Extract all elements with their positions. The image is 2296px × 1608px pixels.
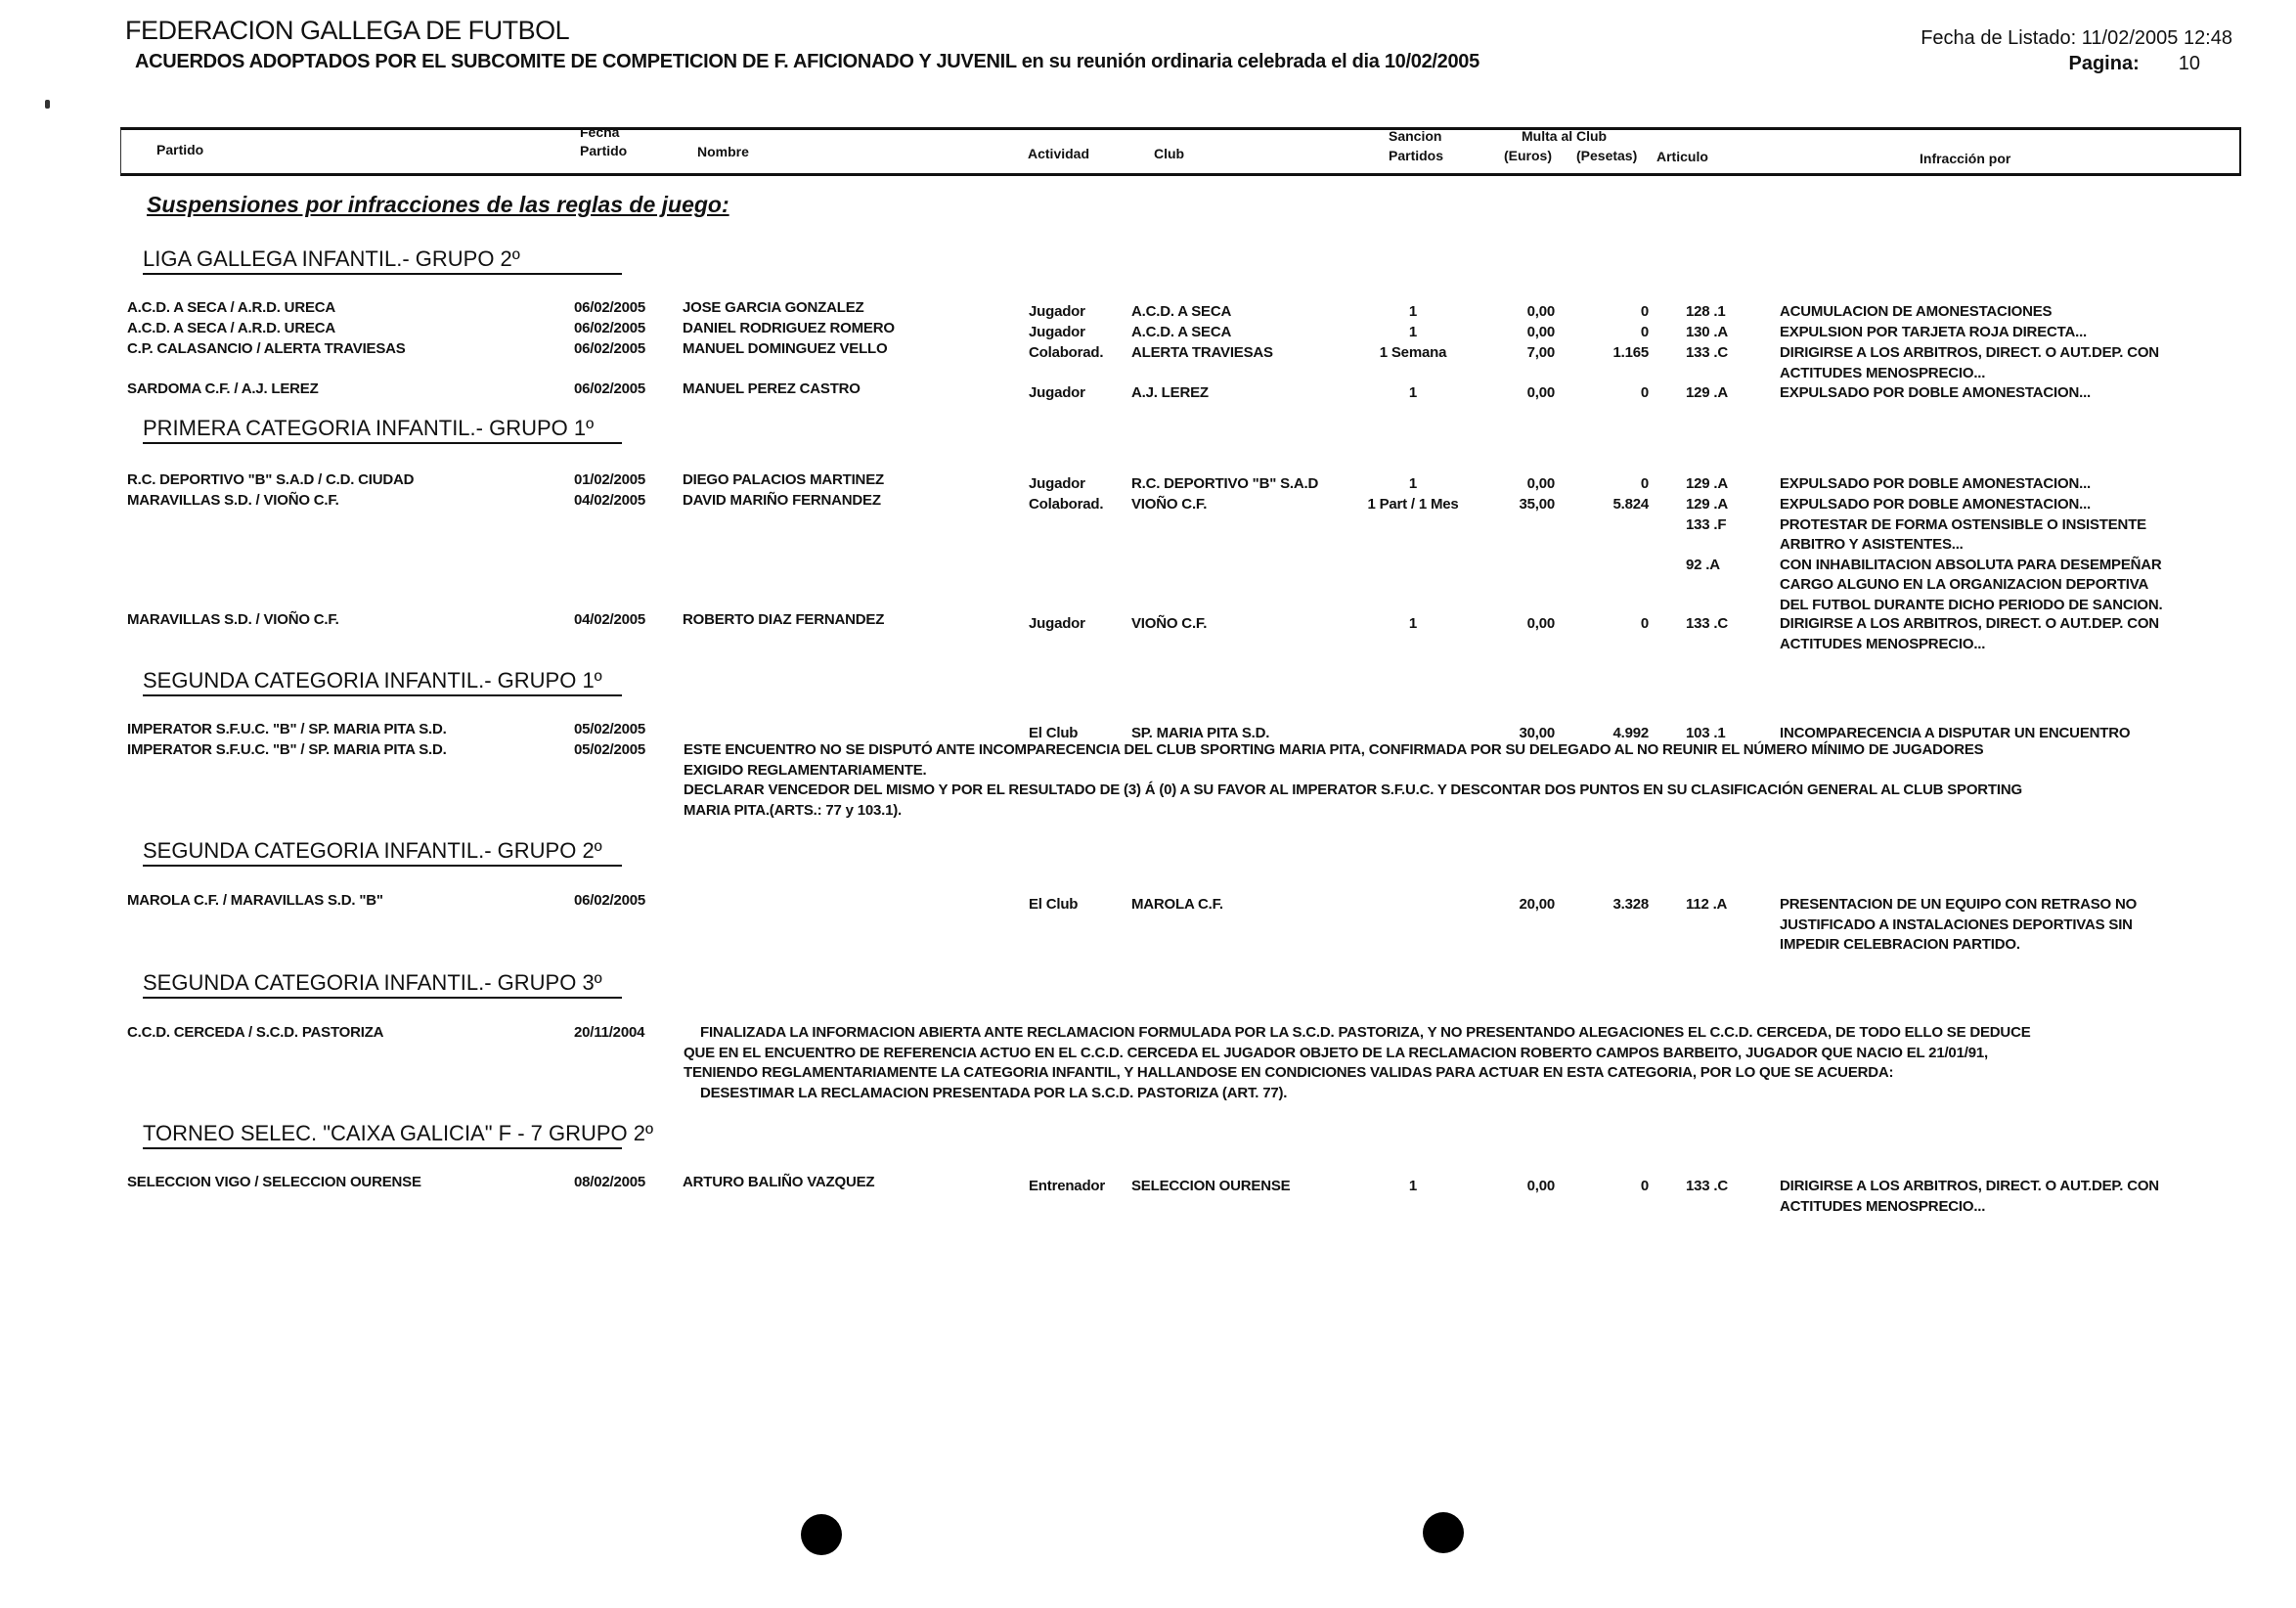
row-fecha: 05/02/2005 xyxy=(574,721,646,737)
row-fecha: 20/11/2004 xyxy=(574,1024,645,1041)
row-infraccion-line: DEL FUTBOL DURANTE DICHO PERIODO DE SANCION. xyxy=(1780,597,2163,613)
row-multa-pesetas: 0 xyxy=(1640,324,1649,340)
row-fecha: 06/02/2005 xyxy=(574,380,646,397)
page-label: Pagina: xyxy=(2068,53,2140,74)
row-club: VIOÑO C.F. xyxy=(1131,496,1208,513)
row-articulo: 112 .A xyxy=(1686,896,1728,913)
row-fecha: 06/02/2005 xyxy=(574,892,646,909)
row-partido: C.P. CALASANCIO / ALERTA TRAVIESAS xyxy=(127,340,406,357)
row-articulo: 133 .C xyxy=(1686,1178,1728,1194)
row-actividad: Jugador xyxy=(1029,615,1085,632)
row-partido: C.C.D. CERCEDA / S.C.D. PASTORIZA xyxy=(127,1024,384,1041)
row-note-line: ESTE ENCUENTRO NO SE DISPUTÓ ANTE INCOMPARECENCIA DEL CLUB SPORTING MARIA PITA, CONFIRMADA POR SU DELEGADO AL NO REUNIR EL NÚMERO MÍNIMO DE JUGADORES xyxy=(684,741,1984,758)
row-multa-pesetas: 0 xyxy=(1640,303,1649,320)
row-nombre: DIEGO PALACIOS MARTINEZ xyxy=(683,471,884,488)
row-sancion: 1 Part / 1 Mes xyxy=(1367,496,1459,513)
row-sancion: 1 xyxy=(1408,384,1418,401)
row-sancion: 1 xyxy=(1408,1178,1418,1194)
row-multa-euros: 0,00 xyxy=(1526,324,1555,340)
page-number xyxy=(2069,53,2201,75)
row-articulo: 92 .A xyxy=(1686,556,1720,573)
row-multa-pesetas: 0 xyxy=(1640,384,1649,401)
group-heading: LIGA GALLEGA INFANTIL.- GRUPO 2º xyxy=(143,246,622,275)
row-articulo: 128 .1 xyxy=(1686,303,1726,320)
row-infraccion-line: ACUMULACION DE AMONESTACIONES xyxy=(1780,303,2053,320)
col-nombre: Nombre xyxy=(697,144,749,159)
row-sancion: 1 Semana xyxy=(1379,344,1447,361)
col-sancion: Sancion xyxy=(1389,128,1442,144)
row-multa-pesetas: 0 xyxy=(1640,615,1649,632)
row-club: SELECCION OURENSE xyxy=(1131,1178,1291,1194)
row-infraccion-line: JUSTIFICADO A INSTALACIONES DEPORTIVAS SIN xyxy=(1780,916,2133,933)
row-multa-euros: 35,00 xyxy=(1519,496,1555,513)
row-articulo: 130 .A xyxy=(1686,324,1728,340)
row-articulo: 133 .C xyxy=(1686,344,1728,361)
col-fecha: Fecha xyxy=(580,124,620,140)
row-infraccion-line: CARGO ALGUNO EN LA ORGANIZACION DEPORTIVA xyxy=(1780,576,2149,594)
row-fecha: 06/02/2005 xyxy=(574,340,646,357)
row-multa-euros: 0,00 xyxy=(1526,615,1555,632)
row-partido: IMPERATOR S.F.U.C. "B" / SP. MARIA PITA S.D. xyxy=(127,741,447,758)
row-club: A.C.D. A SECA xyxy=(1131,324,1232,340)
row-multa-euros: 7,00 xyxy=(1526,344,1555,361)
row-note-line: QUE EN EL ENCUENTRO DE REFERENCIA ACTUO EN EL C.C.D. CERCEDA EL JUGADOR OBJETO DE LA RECLAMACION ROBERTO CAMPOS BARBEITO, JUGADOR QUE NACIO EL 21/01/91, xyxy=(684,1044,1988,1061)
listing-date: Fecha de Listado: 11/02/2005 12:48 xyxy=(1921,27,2232,49)
row-multa-euros: 30,00 xyxy=(1519,725,1555,741)
row-articulo: 103 .1 xyxy=(1686,725,1726,741)
row-actividad: Entrenador xyxy=(1029,1178,1106,1194)
row-articulo: 129 .A xyxy=(1686,496,1728,513)
row-partido: A.C.D. A SECA / A.R.D. URECA xyxy=(127,320,336,336)
row-partido: MARAVILLAS S.D. / VIOÑO C.F. xyxy=(127,492,339,509)
row-infraccion-line: IMPEDIR CELEBRACION PARTIDO. xyxy=(1780,936,2020,954)
row-partido: A.C.D. A SECA / A.R.D. URECA xyxy=(127,299,336,316)
row-nombre: ROBERTO DIAZ FERNANDEZ xyxy=(683,611,885,628)
row-multa-pesetas: 0 xyxy=(1640,475,1649,492)
punch-hole-left xyxy=(801,1514,842,1555)
row-multa-pesetas: 4.992 xyxy=(1612,725,1649,741)
row-nombre: MANUEL DOMINGUEZ VELLO xyxy=(683,340,888,357)
row-articulo: 129 .A xyxy=(1686,384,1728,401)
row-multa-pesetas: 0 xyxy=(1640,1178,1649,1194)
row-actividad: Jugador xyxy=(1029,324,1085,340)
row-infraccion-line: PROTESTAR DE FORMA OSTENSIBLE O INSISTENTE xyxy=(1780,515,2146,533)
row-actividad: Colaborad. xyxy=(1029,496,1104,513)
group-heading: PRIMERA CATEGORIA INFANTIL.- GRUPO 1º xyxy=(143,416,622,444)
row-club: VIOÑO C.F. xyxy=(1131,615,1208,632)
row-infraccion-line: EXPULSION POR TARJETA ROJA DIRECTA... xyxy=(1780,324,2088,340)
col-multa: Multa al Club xyxy=(1522,128,1608,144)
row-infraccion-line: DIRIGIRSE A LOS ARBITROS, DIRECT. O AUT.DEP. CON xyxy=(1780,1178,2159,1194)
group-heading: SEGUNDA CATEGORIA INFANTIL.- GRUPO 3º xyxy=(143,970,622,999)
row-multa-pesetas: 5.824 xyxy=(1612,496,1649,513)
row-partido: SARDOMA C.F. / A.J. LEREZ xyxy=(127,380,319,397)
row-partido: MAROLA C.F. / MARAVILLAS S.D. "B" xyxy=(127,892,383,909)
row-note-line: TENIENDO REGLAMENTARIAMENTE LA CATEGORIA INFANTIL, Y HALLANDOSE EN CONDICIONES VALIDAS PARA ACTUAR EN ESTA CATEGORIA, POR LO QUE SE ACUERDA: xyxy=(684,1064,1894,1082)
col-infraccion: Infracción por xyxy=(1920,151,2011,166)
row-fecha: 04/02/2005 xyxy=(574,492,646,509)
row-club: A.J. LEREZ xyxy=(1131,384,1209,401)
row-club: SP. MARIA PITA S.D. xyxy=(1131,725,1270,741)
row-fecha: 05/02/2005 xyxy=(574,741,646,758)
row-multa-pesetas: 1.165 xyxy=(1612,344,1649,361)
row-actividad: Jugador xyxy=(1029,384,1085,401)
row-sancion: 1 xyxy=(1408,324,1418,340)
punch-hole-right xyxy=(1423,1512,1464,1553)
row-actividad: Colaborad. xyxy=(1029,344,1104,361)
federation-title: FEDERACION GALLEGA DE FUTBOL xyxy=(125,16,570,45)
row-multa-euros: 0,00 xyxy=(1526,1178,1555,1194)
row-sancion: 1 xyxy=(1408,303,1418,320)
row-sancion: 1 xyxy=(1408,615,1418,632)
row-infraccion-line: EXPULSADO POR DOBLE AMONESTACION... xyxy=(1780,496,2092,513)
col-partido: Partido xyxy=(156,142,204,157)
row-nombre: JOSE GARCIA GONZALEZ xyxy=(683,299,864,316)
row-infraccion-line: DIRIGIRSE A LOS ARBITROS, DIRECT. O AUT.DEP. CON xyxy=(1780,344,2159,361)
row-infraccion-line: EXPULSADO POR DOBLE AMONESTACION... xyxy=(1780,475,2092,492)
row-multa-euros: 0,00 xyxy=(1526,384,1555,401)
row-infraccion-line: DIRIGIRSE A LOS ARBITROS, DIRECT. O AUT.DEP. CON xyxy=(1780,615,2159,632)
row-actividad: El Club xyxy=(1029,725,1079,741)
group-heading: TORNEO SELEC. "CAIXA GALICIA" F - 7 GRUPO 2º xyxy=(143,1121,622,1149)
row-actividad: Jugador xyxy=(1029,303,1085,320)
row-club: ALERTA TRAVIESAS xyxy=(1131,344,1273,361)
row-club: R.C. DEPORTIVO "B" S.A.D xyxy=(1131,475,1319,492)
row-note-line: EXIGIDO REGLAMENTARIAMENTE. xyxy=(684,761,927,779)
col-euros: (Euros) xyxy=(1504,148,1552,163)
row-fecha: 08/02/2005 xyxy=(574,1174,646,1190)
row-note-line: FINALIZADA LA INFORMACION ABIERTA ANTE RECLAMACION FORMULADA POR LA S.C.D. PASTORIZA, Y NO PRESENTANDO ALEGACIONES EL C.C.D. CERCEDA, DE TODO ELLO SE DEDUCE xyxy=(700,1024,2031,1041)
section-title: Suspensiones por infracciones de las reglas de juego: xyxy=(147,192,729,217)
row-club: MAROLA C.F. xyxy=(1131,896,1223,913)
row-actividad: Jugador xyxy=(1029,475,1085,492)
row-articulo: 129 .A xyxy=(1686,475,1728,492)
row-infraccion-line: ARBITRO Y ASISTENTES... xyxy=(1780,536,1964,554)
row-partido: R.C. DEPORTIVO "B" S.A.D / C.D. CIUDAD xyxy=(127,471,415,488)
row-note-line: DESESTIMAR LA RECLAMACION PRESENTADA POR LA S.C.D. PASTORIZA (ART. 77). xyxy=(700,1084,1288,1101)
row-articulo: 133 .C xyxy=(1686,615,1728,632)
page-value: 10 xyxy=(2178,53,2200,74)
row-partido: SELECCION VIGO / SELECCION OURENSE xyxy=(127,1174,421,1190)
col-pesetas: (Pesetas) xyxy=(1576,148,1638,163)
row-partido: MARAVILLAS S.D. / VIOÑO C.F. xyxy=(127,611,339,628)
col-fecha-partido: Partido xyxy=(580,143,628,158)
group-heading: SEGUNDA CATEGORIA INFANTIL.- GRUPO 1º xyxy=(143,668,622,696)
row-nombre: ARTURO BALIÑO VAZQUEZ xyxy=(683,1174,875,1190)
row-fecha: 01/02/2005 xyxy=(574,471,646,488)
row-fecha: 06/02/2005 xyxy=(574,299,646,316)
row-note-line: MARIA PITA.(ARTS.: 77 y 103.1). xyxy=(684,801,903,819)
row-actividad: El Club xyxy=(1029,896,1079,913)
row-multa-euros: 20,00 xyxy=(1519,896,1555,913)
row-club: A.C.D. A SECA xyxy=(1131,303,1232,320)
col-sancion-partidos: Partidos xyxy=(1389,148,1444,163)
row-partido: IMPERATOR S.F.U.C. "B" / SP. MARIA PITA S.D. xyxy=(127,721,447,737)
col-actividad: Actividad xyxy=(1028,146,1090,161)
row-infraccion-line: ACTITUDES MENOSPRECIO... xyxy=(1780,1197,1986,1215)
row-articulo: 133 .F xyxy=(1686,515,1727,533)
row-infraccion-line: ACTITUDES MENOSPRECIO... xyxy=(1780,635,1986,652)
row-infraccion-line: ACTITUDES MENOSPRECIO... xyxy=(1780,364,1986,381)
group-heading: SEGUNDA CATEGORIA INFANTIL.- GRUPO 2º xyxy=(143,838,622,867)
row-multa-euros: 0,00 xyxy=(1526,303,1555,320)
row-nombre: DANIEL RODRIGUEZ ROMERO xyxy=(683,320,895,336)
document-subtitle: ACUERDOS ADOPTADOS POR EL SUBCOMITE DE COMPETICION DE F. AFICIONADO Y JUVENIL en su reunión ordinaria celebrada el dia 10/02/2005 xyxy=(135,51,1479,72)
col-club: Club xyxy=(1154,146,1185,161)
row-multa-euros: 0,00 xyxy=(1526,475,1555,492)
row-infraccion-line: PRESENTACION DE UN EQUIPO CON RETRASO NO xyxy=(1780,896,2138,913)
row-infraccion-line: EXPULSADO POR DOBLE AMONESTACION... xyxy=(1780,384,2092,401)
col-articulo: Articulo xyxy=(1656,149,1708,164)
row-fecha: 06/02/2005 xyxy=(574,320,646,336)
row-fecha: 04/02/2005 xyxy=(574,611,646,628)
scan-speck xyxy=(45,100,50,109)
row-nombre: DAVID MARIÑO FERNANDEZ xyxy=(683,492,881,509)
row-multa-pesetas: 3.328 xyxy=(1612,896,1649,913)
row-nombre: MANUEL PEREZ CASTRO xyxy=(683,380,861,397)
row-infraccion-line: INCOMPARECENCIA A DISPUTAR UN ENCUENTRO xyxy=(1780,725,2131,741)
row-sancion: 1 xyxy=(1408,475,1418,492)
row-note-line: DECLARAR VENCEDOR DEL MISMO Y POR EL RESULTADO DE (3) Á (0) A SU FAVOR AL IMPERATOR S.F.U.C. Y DESCONTAR DOS PUNTOS EN SU CLASIFICACIÓN GENERAL AL CLUB SPORTING xyxy=(684,782,2022,799)
row-infraccion-line: CON INHABILITACION ABSOLUTA PARA DESEMPEÑAR xyxy=(1780,556,2162,573)
